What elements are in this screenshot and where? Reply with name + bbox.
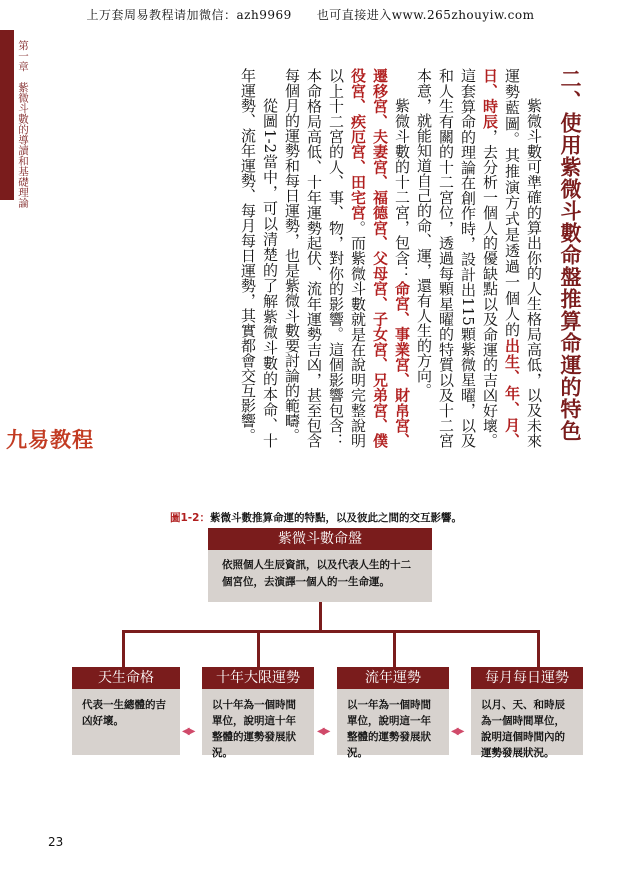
page-number: 23 bbox=[48, 835, 64, 849]
paragraph-1-text-b: ，去分析一個人的優缺點以及命運的吉凶好壞。這套算命的理論在創作時，設計出115顆紫微星曜，以及和人生有關的十二宮位，透過每顆星曜的特質以及十二宮本意，就能知道自己的命、運，還有人生的方向。 bbox=[415, 68, 499, 449]
chart-root-title: 紫微斗數命盤 bbox=[208, 528, 432, 550]
paragraph-1-highlight: 出生、年、月、日、時辰 bbox=[481, 68, 521, 449]
article-body bbox=[140, 68, 585, 448]
connector-drop-3 bbox=[393, 630, 396, 667]
double-arrow-icon: ◀▶ bbox=[317, 726, 329, 737]
double-arrow-icon: ◀▶ bbox=[451, 726, 463, 737]
paragraph-1-text-a: 紫微斗數可準確的算出你的人生格局高低，以及未來運勢藍圖。其推演方式是透過一個人的 bbox=[503, 68, 543, 448]
figure-caption bbox=[170, 510, 462, 525]
top-banner: 上万套周易教程请加微信：azh9969 也可直接进入www.265zhouyiw.com bbox=[86, 8, 535, 22]
paragraph-2-text-a: 紫微斗數的十二宮，包含： bbox=[393, 98, 411, 281]
card-2-desc: 以十年為一個時間單位，說明這十年整體的運勢發展狀況。 bbox=[202, 689, 314, 755]
card-1-title: 天生命格 bbox=[72, 667, 180, 689]
chapter-side-tab bbox=[0, 30, 14, 200]
card-3-desc: 以一年為一個時間單位，說明這一年整體的運勢發展狀況。 bbox=[337, 689, 449, 755]
watermark-logo: 九易教程 bbox=[6, 428, 94, 452]
connector-drop-1 bbox=[122, 630, 125, 667]
card-3-title: 流年運勢 bbox=[337, 667, 449, 689]
paragraph-3: 從圖1-2當中，可以清楚的了解紫微斗數的本命、十年運勢、流年運勢、每月每日運勢，其實都會交互影響。 bbox=[239, 68, 279, 448]
card-4-desc: 以月、天、和時辰為一個時間單位，說明這個時間內的運勢發展狀況。 bbox=[471, 689, 583, 755]
connector-drop-4 bbox=[537, 630, 540, 667]
figure-caption-text: 紫微斗數推算命運的特點，以及彼此之間的交互影響。 bbox=[209, 512, 462, 524]
chapter-side-label: 第一章 紫微斗數的導讀和基礎理論 bbox=[17, 40, 29, 208]
connector-vertical-root bbox=[319, 602, 322, 632]
card-1-desc: 代表一生總體的吉凶好壞。 bbox=[72, 689, 180, 755]
paragraph-1 bbox=[413, 68, 545, 448]
paragraph-2-highlight: 命宮、事業宮、財帛宮、遷移宮、夫妻宮、福德宮、父母宮、子女宮、兄弟宮、僕役宮、疾厄宮、田宅宮 bbox=[349, 68, 411, 449]
paragraph-2-text-b: 。而紫微斗數就是在說明完整說明以上十二宮的人、事、物，對你的影響。這個影響包含：本命格局高低、十年運勢起伏、流年運勢吉凶，甚至包含每個月的運勢和每日運勢，也是紫微斗數要討論的範疇。 bbox=[283, 68, 367, 449]
chart-root-desc: 依照個人生辰資訊，以及代表人生的十二個宮位，去演譯一個人的一生命運。 bbox=[208, 550, 432, 602]
connector-drop-2 bbox=[257, 630, 260, 667]
paragraph-2 bbox=[281, 68, 413, 448]
section-heading: 二、使用紫微斗數命盤推算命運的特色 bbox=[558, 68, 583, 442]
card-2-title: 十年大限運勢 bbox=[202, 667, 314, 689]
double-arrow-icon: ◀▶ bbox=[182, 726, 194, 737]
figure-number: 圖1-2： bbox=[170, 512, 210, 524]
card-4-title: 每月每日運勢 bbox=[471, 667, 583, 689]
connector-horizontal bbox=[122, 630, 540, 633]
